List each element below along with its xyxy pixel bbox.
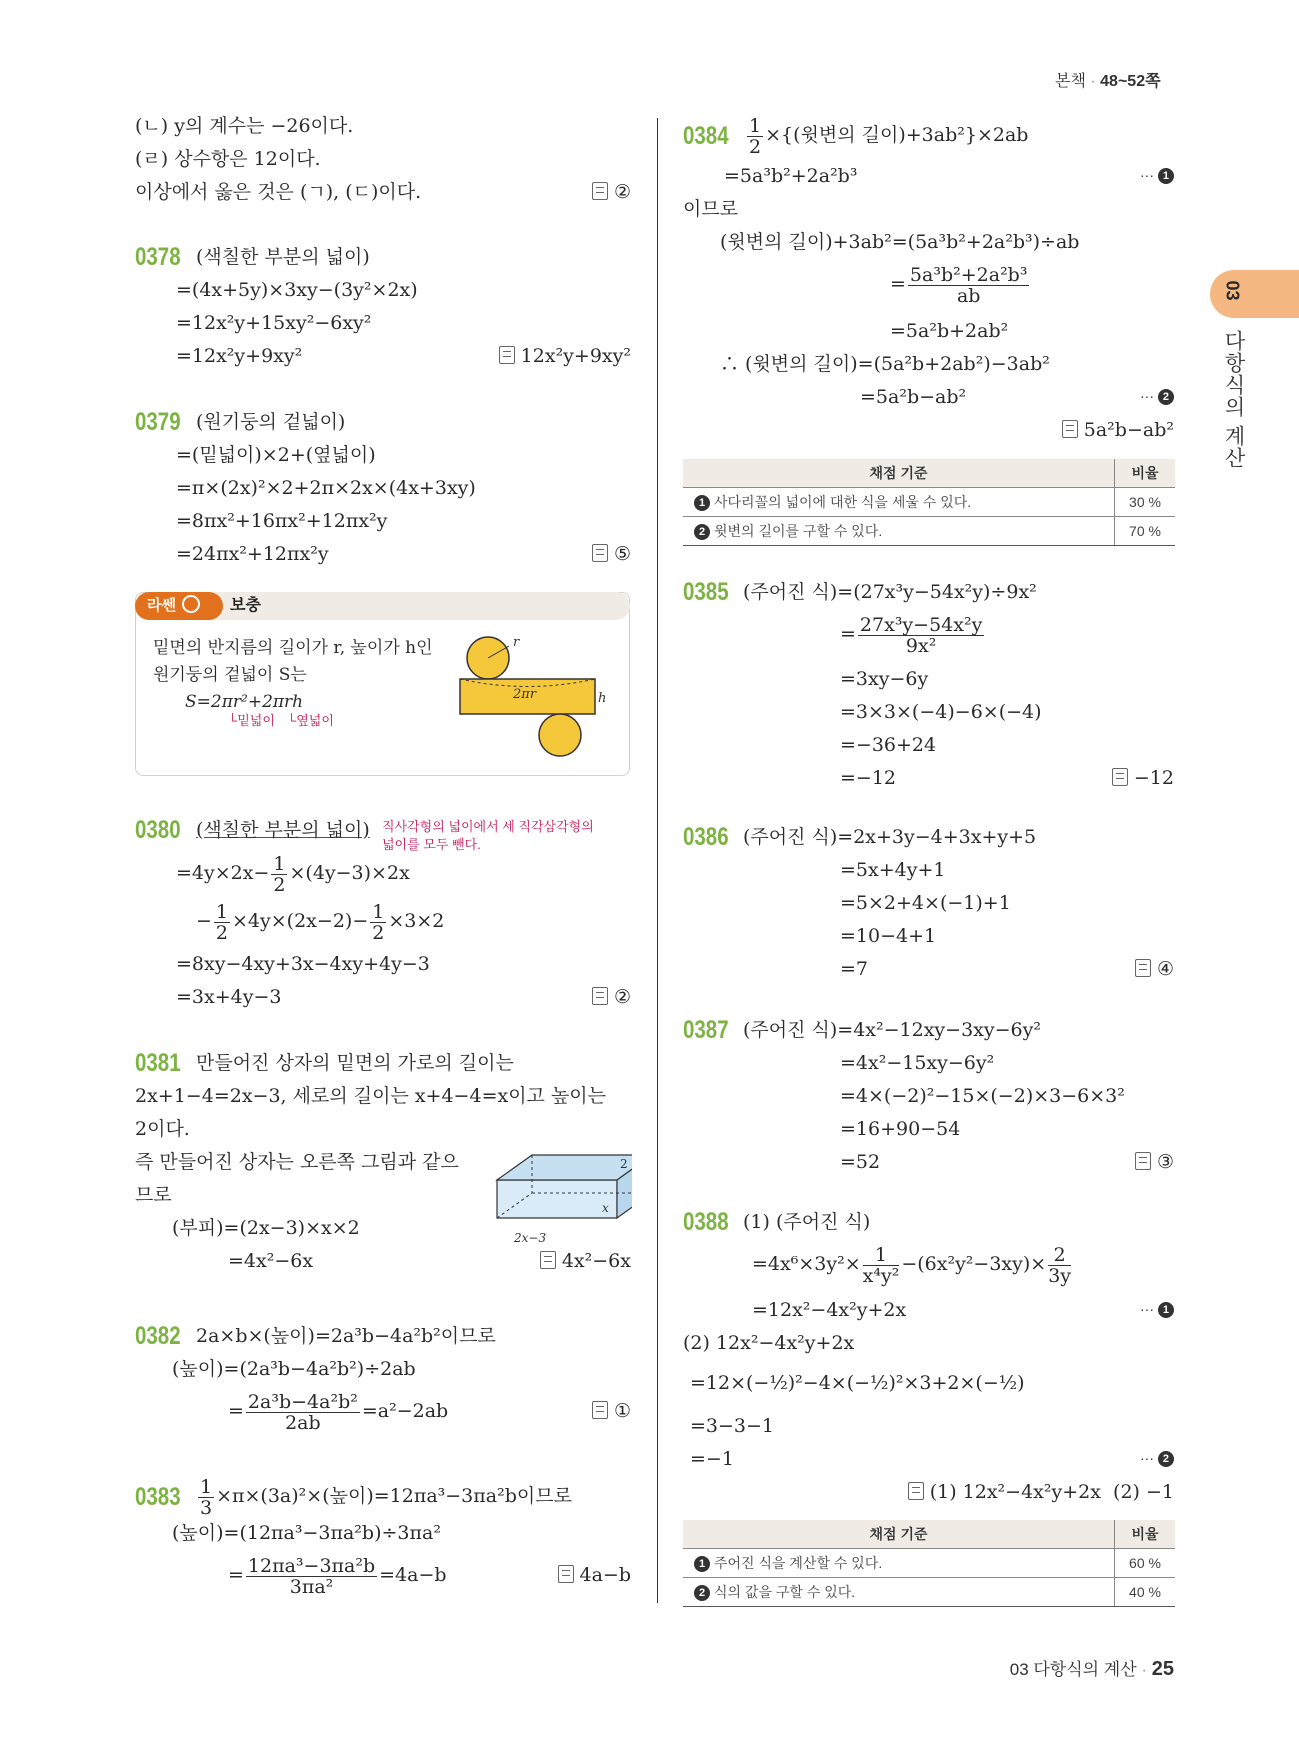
answer-icon [1112, 768, 1128, 786]
expr-line: = $\frac{\text{27x³y−54x²y}}{\text{9x²}}$ [840, 613, 983, 657]
text-line: 만들어진 상자의 밑면의 가로의 길이는 [196, 1052, 514, 1074]
callout-line1: 직사각형의 넓이에서 세 직각삼각형의 [382, 819, 594, 834]
supplement-line: 원기둥의 겉넓이 S는 [153, 665, 307, 685]
text-line: =3xy−6y [840, 668, 929, 690]
answer-icon [540, 1251, 556, 1269]
text-line: (ㄴ) y의 계수는 −26이다. [135, 115, 354, 137]
chapter-side-tab-number: 03 [1222, 280, 1243, 301]
text-line: =(밑넓이)×2+(옆넓이) [176, 444, 376, 466]
answer-value: ④ [1156, 958, 1174, 980]
step-number: 2 [1158, 1451, 1174, 1467]
text-line: (원기둥의 겉넓이) [196, 411, 346, 433]
answer-value: ③ [1156, 1151, 1174, 1173]
text-line: =7 [840, 958, 869, 980]
text-line: =12x²−4x²y+2x [752, 1299, 907, 1321]
text-line: 2x+1−4=2x−3, 세로의 길이는 x+4−4=x이고 높이는 [135, 1085, 607, 1107]
table-row: 2 윗변의 길이를 구할 수 있다. 70 % [683, 517, 1175, 546]
step-number: 2 [1158, 389, 1174, 405]
page-footer [1010, 1655, 1174, 1681]
text-line: =12×(−½)²−4×(−½)²×3+2×(−½) [690, 1372, 1025, 1394]
text-line: =5×2+4×(−1)+1 [840, 892, 1011, 914]
answer-0378 [499, 343, 631, 369]
text-line: 2이다. [135, 1118, 190, 1140]
problem-number: 0386 [683, 823, 729, 851]
step-mark: ··· 1 [1140, 1301, 1174, 1318]
fraction: $\frac{1}{\text{x⁴y²}}$ [862, 1243, 900, 1287]
text-line: =4×(−2)²−15×(−2)×3−6×3² [840, 1085, 1125, 1107]
text-line: =3x+4y−3 [176, 986, 282, 1008]
text-line: =4x²−6x [228, 1250, 314, 1272]
answer-0383 [558, 1562, 632, 1588]
answer-0384 [1062, 417, 1174, 443]
answer-0388 [908, 1479, 1174, 1505]
supplement-tag-icon [182, 595, 200, 613]
text-line: =10−4+1 [840, 925, 937, 947]
table-header: 채점 기준 [683, 459, 1115, 488]
text-line: (2) 12x²−4x²y+2x [683, 1332, 855, 1354]
text-line: (주어진 식)=2x+3y−4+3x+y+5 [743, 826, 1037, 848]
supplement-line: 밑면의 반지름의 길이가 r, 높이가 h인 [153, 638, 433, 658]
fraction-half: $\frac{1}{2}$ [372, 900, 385, 944]
answer-top [592, 179, 631, 205]
expr-line: = $\frac{\text{12πa³−3πa²b}}{\text{3πa²}}$ =4a−b [228, 1554, 447, 1598]
text-line: =3−3−1 [690, 1415, 775, 1437]
footer-dot: · [1141, 1660, 1152, 1679]
box-figure [492, 1150, 632, 1250]
answer-icon [592, 1401, 608, 1419]
answer-icon [1135, 1152, 1151, 1170]
cylinder-net-figure [455, 632, 615, 762]
text-line: =(4x+5y)×3xy−(3y²×2x) [176, 279, 418, 301]
text-line: =−1 [690, 1448, 734, 1470]
answer-icon [1062, 420, 1078, 438]
answer-0387 [1135, 1149, 1174, 1175]
text-line: =3×3×(−4)−6×(−4) [840, 701, 1042, 723]
answer-value: 12x²y+9xy² [520, 345, 631, 367]
header-book: 본책 [1055, 73, 1086, 90]
answer-0381 [540, 1248, 631, 1274]
answer-0379 [592, 541, 631, 567]
fraction-half: $\frac{1}{2}$ [273, 852, 286, 896]
chapter-side-label: 다항식의 계산 [1222, 330, 1245, 469]
problem-number: 0380 [135, 816, 181, 844]
text-line: (1) (주어진 식) [743, 1211, 871, 1233]
text-line: =16+90−54 [840, 1118, 961, 1140]
text-line: (색칠한 부분의 넓이) [196, 819, 370, 841]
supplement-tag-text: 라쎈 [147, 597, 176, 614]
text-line: =π×(2x)²×2+2π×2x×(4x+3xy) [176, 477, 476, 499]
text-line: (높이)=(2a³b−4a²b²)÷2ab [172, 1358, 416, 1380]
expr-line: $\frac{1}{3}$ ×π×(3a)²×(높이)=12πa³−3πa²b이므로 [200, 1475, 572, 1519]
answer-icon [592, 544, 608, 562]
text-line: =12x²y+15xy²−6xy² [176, 312, 372, 334]
scoring-table-2 [683, 1520, 1175, 1607]
header-dot: · [1090, 73, 1101, 90]
problem-number: 0384 [683, 122, 729, 150]
text-line: 므로 [135, 1184, 172, 1206]
step-mark: ··· 2 [1140, 1450, 1174, 1467]
answer-value: ② [613, 181, 631, 203]
table-row: 2 식의 값을 구할 수 있다. 40 % [683, 1578, 1175, 1607]
text-line: (주어진 식)=(27x³y−54x²y)÷9x² [743, 581, 1037, 603]
text-line: =5a²b−ab² [860, 386, 967, 408]
answer-value: 4x²−6x [561, 1250, 631, 1272]
expr-line: =4x⁶×3y²× $\frac{1}{\text{x⁴y²}}$ −(6x²y²−3xy)× $\frac{2}{3y}$ [752, 1243, 1072, 1287]
text-line: =24πx²+12πx²y [176, 543, 329, 565]
footer-page-number: 25 [1151, 1658, 1174, 1680]
answer-0386 [1135, 956, 1174, 982]
table-header: 채점 기준 [683, 1520, 1115, 1549]
page-header [1055, 68, 1161, 91]
text-line: 이상에서 옳은 것은 (ㄱ), (ㄷ)이다. [135, 181, 422, 203]
table-header: 비율 [1115, 1520, 1176, 1549]
answer-0380 [592, 984, 631, 1010]
footer-chapter: 03 다항식의 계산 [1009, 1660, 1137, 1679]
fraction-third: $\frac{1}{3}$ [200, 1475, 213, 1519]
text-line: =52 [840, 1151, 881, 1173]
supplement-tag [135, 592, 223, 620]
answer-icon [1135, 959, 1151, 977]
answer-value: ② [613, 986, 631, 1008]
problem-number: 0381 [135, 1049, 181, 1077]
problem-number: 0378 [135, 243, 181, 271]
text-line: =5a²b+2ab² [890, 320, 1009, 342]
answer-value: (1) 12x²−4x²y+2x (2) −1 [929, 1481, 1174, 1503]
text-line: =−36+24 [840, 734, 937, 756]
text-line: (ㄹ) 상수항은 12이다. [135, 148, 321, 170]
supplement-sub-side: └옆넓이 [287, 713, 334, 728]
answer-value: 5a²b−ab² [1083, 419, 1174, 441]
answer-icon [592, 987, 608, 1005]
text-line: =12x²y+9xy² [176, 345, 303, 367]
text-line: (높이)=(12πa³−3πa²b)÷3πa² [172, 1522, 441, 1544]
column-divider [657, 118, 658, 1603]
step-number: 1 [1158, 1302, 1174, 1318]
supplement-formula: S=2πr²+2πrh [185, 692, 304, 712]
text-line: (윗변의 길이)+3ab²=(5a³b²+2a²b³)÷ab [720, 231, 1080, 253]
problem-number: 0388 [683, 1208, 729, 1236]
answer-0385 [1112, 765, 1174, 791]
text-line: =−12 [840, 767, 897, 789]
fraction: $\frac{\text{27x³y−54x²y}}{\text{9x²}}$ [859, 613, 983, 657]
fig-label-w: x [602, 1201, 609, 1215]
expr-line: = $\frac{\text{2a³b−4a²b²}}{2ab}$ =a²−2ab [228, 1390, 449, 1434]
text-line: (주어진 식)=4x²−12xy−3xy−6y² [743, 1019, 1041, 1041]
fraction: $\frac{2}{3y}$ [1048, 1243, 1072, 1287]
answer-icon [592, 182, 608, 200]
text-line: =4x²−15xy−6y² [840, 1052, 995, 1074]
expr-line: =4y×2x− $\frac{1}{2}$ ×(4y−3)×2x [176, 852, 410, 896]
table-row: 1 사다리꼴의 넓이에 대한 식을 세울 수 있다. 30 % [683, 488, 1175, 517]
fig-label-r: r [513, 635, 520, 650]
answer-icon [558, 1565, 574, 1583]
text-line: ∴ (윗변의 길이)=(5a²b+2ab²)−3ab² [720, 353, 1050, 375]
fraction-half: $\frac{1}{2}$ [749, 114, 762, 158]
header-pages: 48~52쪽 [1100, 73, 1161, 90]
answer-icon [908, 1482, 924, 1500]
table-header: 비율 [1115, 459, 1176, 488]
answer-0382 [592, 1398, 631, 1424]
text-line: =8xy−4xy+3x−4xy+4y−3 [176, 953, 430, 975]
text-line: (부피)=(2x−3)×x×2 [172, 1217, 360, 1239]
fraction: $\frac{\text{12πa³−3πa²b}}{\text{3πa²}}$ [247, 1554, 376, 1598]
fig-label-l: 2x−3 [514, 1231, 547, 1245]
problem-number: 0387 [683, 1016, 729, 1044]
answer-value: ⑤ [613, 543, 631, 565]
step-number: 1 [1158, 168, 1174, 184]
answer-value: −12 [1133, 767, 1174, 789]
step-mark: ··· 2 [1140, 388, 1174, 405]
problem-number: 0379 [135, 408, 181, 436]
fig-label-2pir: 2πr [513, 687, 537, 702]
text-line: =8πx²+16πx²+12πx²y [176, 510, 388, 532]
problem-number: 0385 [683, 578, 729, 606]
text-line: =5x+4y+1 [840, 859, 946, 881]
expr-line: $\frac{1}{2}$ ×{(윗변의 길이)+3ab²}×2ab [749, 114, 1029, 158]
answer-value: 4a−b [579, 1564, 631, 1586]
fraction-half: $\frac{1}{2}$ [215, 900, 229, 944]
callout-line2: 넓이를 모두 뺀다. [382, 837, 481, 852]
fraction: $\frac{\text{2a³b−4a²b²}}{2ab}$ [247, 1390, 358, 1434]
supplement-title: 보충 [230, 597, 261, 614]
supplement-sub-base: └밑넓이 [228, 713, 275, 728]
text-line: 즉 만들어진 상자는 오른쪽 그림과 같으 [135, 1151, 459, 1173]
scoring-table-1 [683, 459, 1175, 546]
table-row: 1 주어진 식을 계산할 수 있다. 60 % [683, 1549, 1175, 1578]
fig-label-h: 2 [620, 1157, 628, 1171]
fraction: $\frac{\text{5a³b²+2a²b³}}{ab}$ [909, 263, 1028, 307]
answer-value: ① [613, 1400, 631, 1422]
text-line: 이므로 [683, 198, 739, 220]
text-line: (색칠한 부분의 넓이) [196, 246, 370, 268]
answer-icon [499, 346, 515, 364]
step-mark: ··· 1 [1140, 167, 1174, 184]
expr-line: = $\frac{\text{5a³b²+2a²b³}}{ab}$ [890, 263, 1028, 307]
text-line: =5a³b²+2a²b³ [724, 165, 858, 187]
problem-number: 0383 [135, 1483, 181, 1511]
text-line: 2a×b×(높이)=2a³b−4a²b²이므로 [196, 1325, 496, 1347]
problem-number: 0382 [135, 1322, 181, 1350]
expr-line: − $\frac{1}{2}$ ×4y×(2x−2)− $\frac{1}{2}$ ×3×2 [196, 900, 445, 944]
fig-label-h: h [598, 691, 607, 706]
